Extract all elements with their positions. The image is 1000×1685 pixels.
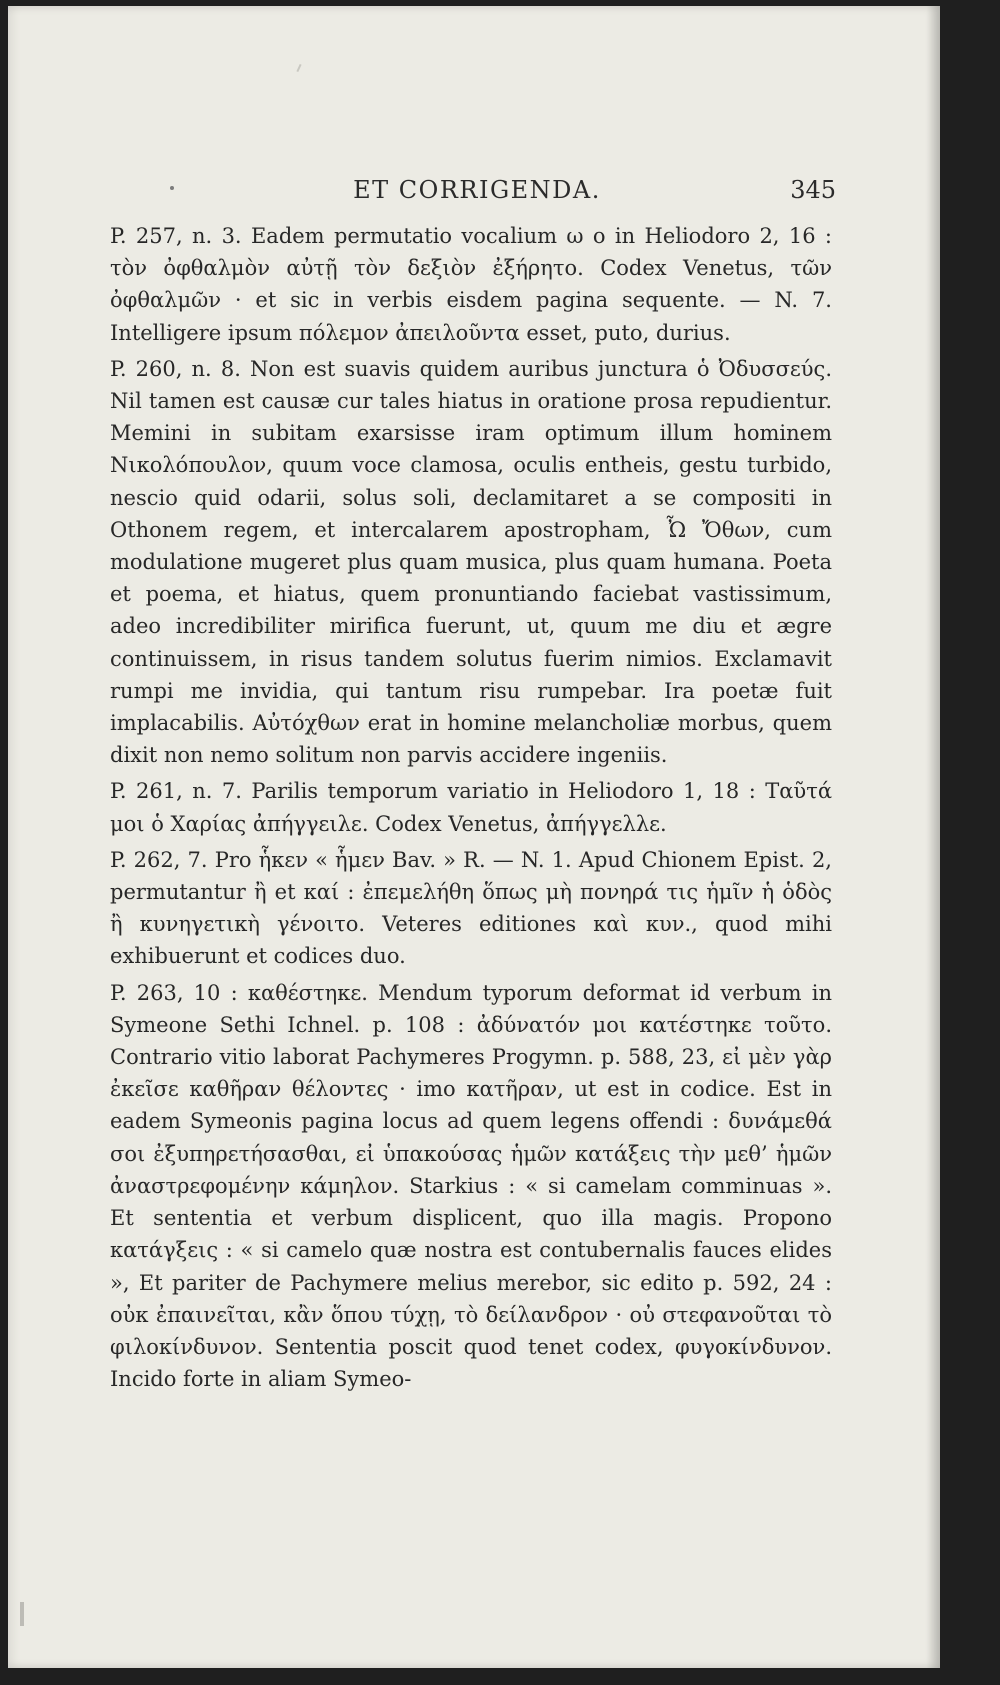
running-head-title: ET CORRIGENDA. [353,176,601,204]
paper-speck [296,64,301,72]
note-p262: P. 262, 7. Pro ἧκεν « ἧμεν Bav. » R. — N. 1. Apud Chionem Epist. 2, permutantur ἢ et καί : ἐπεμελήθη ὅπως μὴ πονηρά τις ἡμῖν ἡ ὁδὸς ἢ κυνηγετικὴ γένοιτο. Veteres editiones καὶ κυν., quod mihi exhibuerunt et codices duo. [110,847,832,969]
page-edge-mark [20,1602,24,1626]
note-p257: P. 257, n. 3. Eadem permutatio vocalium ω ο in Heliodoro 2, 16 : τὸν ὀφθαλμὸν αὐτῇ τὸν δεξιὸν ἐξήρητο. Codex Venetus, τῶν ὀφθαλμῶν · et sic in verbis eisdem pagina sequente. — N. 7. Intelligere ipsum πόλεμον ἀπειλοῦντα esset, puto, durius. [110,224,832,345]
book-page [8,6,940,1668]
note-p263: P. 263, 10 : καθέστηκε. Mendum typorum deformat id verbum in Symeone Sethi Ichnel. p. 108 : ἀδύνατόν μοι κατέστηκε τοῦτο. Contrario vitio laborat Pachymeres Progymn. p. 588, 23, εἰ μὲν γὰρ ἐκεῖσε καθῆραν θέλοντες · imo κατῆραν, ut est in codice. Est in eadem Symeonis pagina locus ad quem legens offendi : δυνάμεθά σοι ἐξυπηρετήσασθαι, εἰ ὑπακούσας ἡμῶν κατάξεις τὴν μεθ’ ἡμῶν ἀναστρεφομένην κάμηλον. Starkius : « si camelam comminuas ». Et sententia et verbum displicent, quo illa magis. Propono κατάγξεις : « si camelo quæ nostra est contubernalis fauces elides », Et pariter de Pachymere melius merebor, sic edito p. 592, 24 : οὐκ ἐπαινεῖται, κἂν ὅπου τύχῃ, τὸ δείλανδρον · οὐ στεφανοῦται τὸ φιλοκίνδυνον. Sententia poscit quod tenet codex, φυγοκίνδυνον. Incido forte in aliam Symeo- [110,980,832,1392]
note-p261: P. 261, n. 7. Parilis temporum variatio in Heliodoro 1, 18 : Ταῦτά μοι ὁ Χαρίας ἀπήγγειλε. Codex Venetus, ἀπήγγελλε. [110,779,832,836]
running-head [118,176,836,212]
page-number: 345 [790,176,836,204]
note-p260: P. 260, n. 8. Non est suavis quidem auribus junctura ὁ Ὀδυσσεύς. Nil tamen est causæ cur tales hiatus in oratione prosa repudientur. Memini in subitam exarsisse iram optimum illum hominem Νικολόπουλον, quum voce clamosa, oculis entheis, gestu turbido, nescio quid odarii, solus soli, declamitaret a se compositi in Othonem regem, et intercalarem apostropham, Ὦ Ὄθων, cum modulatione mugeret plus quam musica, plus quam humana. Poeta et poema, et hiatus, quem pronuntiando faciebat vastissimum, adeo incredibiliter mirifica fuerunt, ut, quum me diu et ægre continuissem, in risus tandem solutus fuerim nimios. Exclamavit rumpi me invidia, qui tantum risu rumpebar. Ira poetæ fuit implacabilis. Αὐτόχθων erat in homine melancholiæ morbus, quem dixit non nemo solitum non parvis accidere ingeniis. [110,356,832,768]
page-body [110,220,832,1610]
